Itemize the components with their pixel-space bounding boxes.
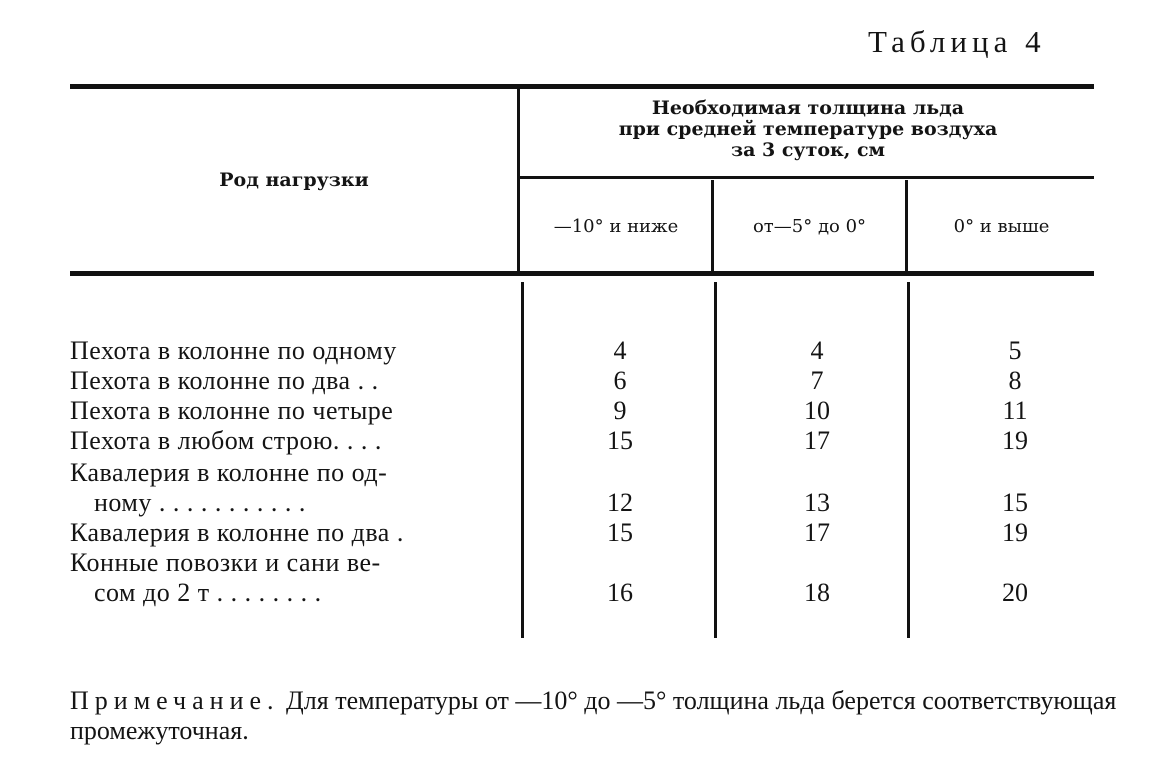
row-label-continuation: ному . . . . . . . . . . .: [94, 488, 306, 517]
table-caption: Таблица 4: [868, 24, 1046, 59]
row-value-col2: 17: [804, 518, 830, 547]
row-label: Пехота в колонне по два . .: [70, 366, 379, 395]
row-value-col1: 16: [607, 578, 633, 607]
header-col-1: —10° и ниже: [553, 216, 679, 237]
row-value-col2: 17: [804, 426, 830, 455]
header-group-title: [522, 98, 1094, 161]
row-value-col2: 10: [804, 396, 830, 425]
row-label: Пехота в любом строю. . . .: [70, 426, 382, 455]
header-col-2: от—5° до 0°: [752, 216, 867, 237]
note-heading: Примечание.: [70, 686, 280, 715]
row-value-col2: 4: [810, 336, 824, 365]
row-value-col1: 15: [607, 426, 633, 455]
row-label: Кавалерия в колонне по два .: [70, 518, 404, 547]
header-col-3: 0° и выше: [953, 216, 1050, 237]
header-group-line1: Необходимая толщина льда: [651, 97, 965, 119]
row-value-col3: 8: [1008, 366, 1022, 395]
body-divider-col2: [714, 282, 717, 638]
row-value-col1: 12: [607, 488, 633, 517]
header-group-rule: [520, 176, 1094, 179]
table-note: [70, 686, 1130, 746]
header-load-type: Род нагрузки: [219, 169, 369, 191]
row-label: Кавалерия в колонне по од-: [70, 458, 388, 487]
row-value-col3: 20: [1002, 578, 1028, 607]
header-divider-col2: [711, 180, 714, 272]
row-value-col3: 15: [1002, 488, 1028, 517]
row-value-col2: 7: [810, 366, 824, 395]
header-group-line2: при средней температуре воздуха: [618, 118, 998, 140]
row-value-col3: 19: [1002, 518, 1028, 547]
row-value-col3: 19: [1002, 426, 1028, 455]
row-value-col1: 6: [613, 366, 627, 395]
row-value-col2: 13: [804, 488, 830, 517]
row-value-col2: 18: [804, 578, 830, 607]
table-top-rule: [70, 84, 1094, 89]
row-label-continuation: сом до 2 т . . . . . . . .: [94, 578, 322, 607]
header-bottom-rule: [70, 271, 1094, 276]
header-divider-col3: [905, 180, 908, 272]
row-label: Пехота в колонне по одному: [70, 336, 397, 365]
row-label: Пехота в колонне по четыре: [70, 396, 394, 425]
row-label: Конные повозки и сани ве-: [70, 548, 381, 577]
row-value-col1: 4: [613, 336, 627, 365]
row-value-col1: 15: [607, 518, 633, 547]
row-value-col3: 5: [1008, 336, 1022, 365]
body-divider-col3: [907, 282, 910, 638]
row-value-col1: 9: [613, 396, 627, 425]
row-value-col3: 11: [1002, 396, 1028, 425]
header-group-line3: за 3 суток, см: [730, 139, 886, 161]
header-divider-main: [517, 89, 520, 272]
note-text: Для температуры от —10° до —5° толщина льда берется соответствующая промежуточная.: [70, 686, 1117, 745]
